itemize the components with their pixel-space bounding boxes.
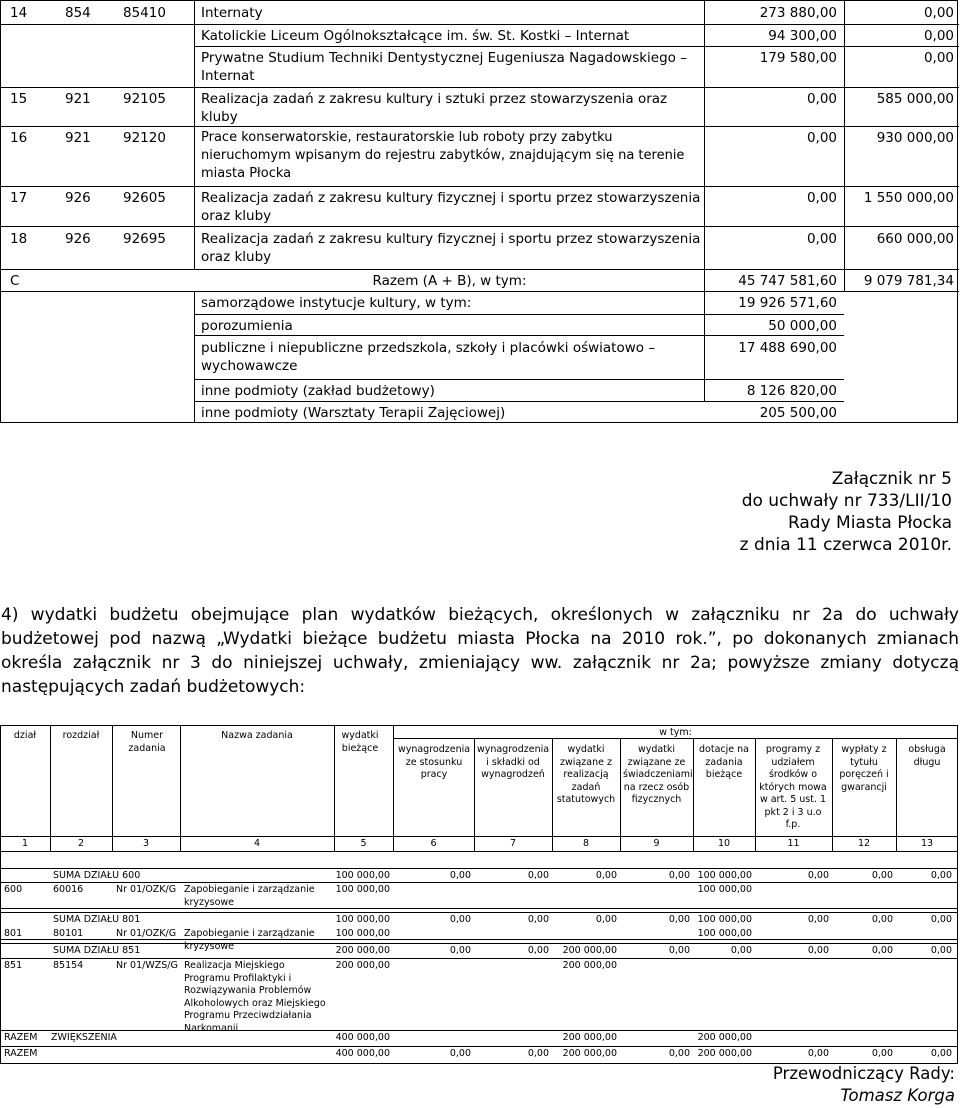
annex-line: Rady Miasta Płocka [787,513,952,533]
budget-table-top [0,0,958,423]
amount-col2: 930 000,00 [876,130,954,146]
budget-table-bottom [0,725,958,1064]
row-number: 14 [10,5,28,21]
row-number: 16 [10,130,28,146]
dzial-code: 921 [65,130,91,146]
amount-col1: 179 580,00 [759,50,837,66]
amount-cell: 200 000,00 [697,1048,752,1059]
column-number: 5 [360,838,367,849]
task-number: Nr 01/WZS/G [116,960,178,971]
amount-cell: 0,00 [527,1048,549,1059]
amount-cell: 0,00 [930,1048,952,1059]
amount-cell: 100 000,00 [697,870,752,881]
header-wydatki: wydatki bieżące [341,730,379,754]
annex-line: do uchwały nr 733/LII/10 [741,491,952,511]
signature-title: Przewodniczący Rady: [772,1064,955,1083]
amount-cell: 0,00 [668,870,690,881]
amount-cell: 0,00 [807,870,829,881]
amount-cell: 200 000,00 [562,945,617,956]
breakdown-name: publiczne i niepubliczne przedszkola, szkoły i placówki oświatowo – wychowawcze [201,340,656,374]
rozdzial-code: 85154 [53,960,84,971]
column-number: 13 [920,838,934,849]
breakdown-value: 8 126 820,00 [746,383,837,399]
amount-cell: 0,00 [871,945,893,956]
amount-cell: 0,00 [807,914,829,925]
summary-label: C [10,273,20,289]
breakdown-value: 205 500,00 [759,405,837,421]
amount-cell: 0,00 [595,870,617,881]
breakdown-name: inne podmioty (zakład budżetowy) [201,383,435,399]
amount-cell: 0,00 [668,1048,690,1059]
dzial-code: 926 [65,190,91,206]
amount-col2: 0,00 [923,5,954,21]
amount-cell: 0,00 [930,914,952,925]
amount-col1: 273 880,00 [759,5,837,21]
header-sub: wypłaty z tytułu poręczeń i gwarancji [839,744,889,793]
total-sublabel: ZWIĘKSZENIA [51,1032,117,1043]
amount-cell: 100 000,00 [335,914,390,925]
breakdown-name: samorządowe instytucje kultury, w tym: [201,295,472,311]
task-name: Realizacja zadań z zakresu kultury fizycznej i sportu przez stowarzyszenia oraz kluby [201,190,701,224]
header-nazwa: Nazwa zadania [221,730,293,741]
amount-cell: 200 000,00 [697,1032,752,1043]
section-sum-label: SUMA DZIAŁU 600 [53,870,141,881]
amount-cell: 0,00 [730,945,752,956]
task-name: Realizacja zadań z zakresu kultury fizycznej i sportu przez stowarzyszenia oraz kluby [201,231,701,265]
rozdzial-code: 60016 [53,884,84,895]
amount-cell: 0,00 [871,870,893,881]
amount-cell: 200 000,00 [335,945,390,956]
amount-col1: 94 300,00 [768,28,837,44]
header-rozdzial: rozdział [62,730,100,741]
amount-cell: 0,00 [668,914,690,925]
total-label: RAZEM [4,1048,38,1059]
column-number: 2 [77,838,85,849]
header-sub: wydatki związane z realizacją zadań statutowych [556,744,616,805]
amount-col2: 0,00 [923,28,954,44]
section-sum-label: SUMA DZIAŁU 851 [53,945,141,956]
annex-line: z dnia 11 czerwca 2010r. [739,535,952,555]
task-name: Prace konserwatorskie, restauratorskie lub roboty przy zabytku nieruchomym wpisanym do rejestru zabytków, znajdującym się na terenie miasta Płocka [201,130,685,181]
amount-cell: 200 000,00 [562,960,617,971]
amount-cell: 0,00 [449,870,471,881]
amount-cell: 400 000,00 [335,1032,390,1043]
rozdzial-code: 92120 [123,130,166,146]
amount-col2: 585 000,00 [876,91,954,107]
task-name: Realizacja zadań z zakresu kultury i sztuki przez stowarzyszenia oraz kluby [201,91,668,125]
breakdown-value: 50 000,00 [768,318,837,334]
total-label: RAZEM [4,1032,38,1043]
amount-cell: 0,00 [595,914,617,925]
amount-col1: 0,00 [806,190,837,206]
amount-cell: 100 000,00 [697,884,752,895]
header-numer: Numer zadania [128,730,166,754]
dzial-code: 921 [65,91,91,107]
amount-cell: 0,00 [871,1048,893,1059]
task-name: Internaty [201,5,263,21]
breakdown-value: 19 926 571,60 [738,295,837,311]
column-number: 4 [253,838,261,849]
header-sub: programy z udziałem środków o których mowa w art. 5 ust. 1 pkt 2 i 3 u.o f.p. [759,744,827,830]
column-number: 3 [142,838,150,849]
amount-col1: 0,00 [806,91,837,107]
summary-col1: 45 747 581,60 [738,273,837,289]
header-wtym: w tym: [659,727,692,738]
amount-cell: 100 000,00 [697,928,752,939]
header-sub: wynagrodzenia ze stosunku pracy [397,744,471,780]
amount-cell: 0,00 [449,1048,471,1059]
task-name: Zapobieganie i zarządzanie kryzysowe [184,884,315,908]
amount-cell: 100 000,00 [335,884,390,895]
dzial-code: 854 [65,5,91,21]
dzial-code: 801 [4,928,23,939]
amount-col2: 0,00 [923,50,954,66]
annex-line: Załącznik nr 5 [831,469,952,489]
task-name: Zapobieganie i zarządzanie kryzysowe [184,928,315,952]
row-number: 18 [10,231,28,247]
annex-heading [740,468,952,556]
column-number: 6 [430,838,437,849]
column-number: 10 [717,838,731,849]
dzial-code: 926 [65,231,91,247]
summary-col2: 9 079 781,34 [863,273,954,289]
task-name: Katolickie Liceum Ogólnokształcące im. św. St. Kostki – Internat [201,28,630,44]
column-number: 9 [653,838,660,849]
amount-cell: 200 000,00 [562,1048,617,1059]
section-sum-label: SUMA DZIAŁU 801 [53,914,141,925]
amount-cell: 0,00 [449,914,471,925]
header-sub: wydatki związane ze świadczeniami na rzecz osób fizycznych [623,744,693,805]
amount-cell: 100 000,00 [697,914,752,925]
breakdown-name: porozumienia [201,318,293,334]
amount-cell: 0,00 [930,870,952,881]
amount-cell: 0,00 [871,914,893,925]
amount-col1: 0,00 [806,130,837,146]
paragraph-text: 4) wydatki budżetu obejmujące plan wydatków bieżących, określonych w załączniku nr 2a do uchwały budżetowej pod nazwą „Wydatki bieżące budżetu miasta Płocka na 2010 rok.”, po dokonanych zmianach określa załącznik nr 3 do niniejszej uchwały, zmieniający ww. załącznik nr 2a; powyższe zmiany dotyczą następujących zadań budżetowych: [1,605,959,697]
amount-cell: 200 000,00 [562,1032,617,1043]
amount-cell: 0,00 [449,945,471,956]
breakdown-value: 17 488 690,00 [738,340,837,356]
amount-col1: 0,00 [806,231,837,247]
header-sub: obsługa długu [908,744,946,768]
amount-cell: 0,00 [527,870,549,881]
dzial-code: 851 [4,960,23,971]
signature-name: Tomasz Korga [840,1086,955,1105]
rozdzial-code: 85410 [123,5,166,21]
header-sub: dotacje na zadania bieżące [699,744,749,780]
rozdzial-code: 92105 [123,91,166,107]
rozdzial-code: 80101 [53,928,84,939]
column-number: 8 [582,838,590,849]
column-number: 7 [509,838,517,849]
row-number: 17 [10,190,28,206]
dzial-code: 600 [4,884,23,895]
column-number: 12 [857,838,871,849]
amount-cell: 0,00 [527,945,549,956]
amount-cell: 100 000,00 [335,870,390,881]
row-number: 15 [10,91,28,107]
summary-title: Razem (A + B), w tym: [372,273,527,289]
amount-cell: 200 000,00 [335,960,390,971]
rozdzial-code: 92695 [123,231,166,247]
amount-cell: 400 000,00 [335,1048,390,1059]
amount-cell: 0,00 [807,945,829,956]
header-sub: wynagrodzenia i składki od wynagrodzeń [476,744,550,780]
column-number: 11 [787,838,800,849]
task-name: Realizacja Miejskiego Programu Profilaktyki i Rozwiązywania Problemów Alkoholowych oraz Miejskiego Programu Przeciwdziałania Narkomanii [184,960,326,1034]
task-number: Nr 01/OZK/G [116,928,177,939]
task-name: Prywatne Studium Techniki Dentystycznej Eugeniusza Nagadowskiego – Internat [201,50,687,84]
amount-cell: 100 000,00 [335,928,390,939]
task-number: Nr 01/OZK/G [116,884,177,895]
amount-col2: 1 550 000,00 [863,190,954,206]
amount-cell: 0,00 [807,1048,829,1059]
amount-cell: 0,00 [930,945,952,956]
amount-cell: 0,00 [668,945,690,956]
header-dzial: dział [13,730,37,741]
rozdzial-code: 92605 [123,190,166,206]
amount-col2: 660 000,00 [876,231,954,247]
column-number: 1 [21,838,29,849]
breakdown-name: inne podmioty (Warsztaty Terapii Zajęciowej) [201,405,506,421]
amount-cell: 0,00 [527,914,549,925]
signature-block [773,1063,955,1107]
